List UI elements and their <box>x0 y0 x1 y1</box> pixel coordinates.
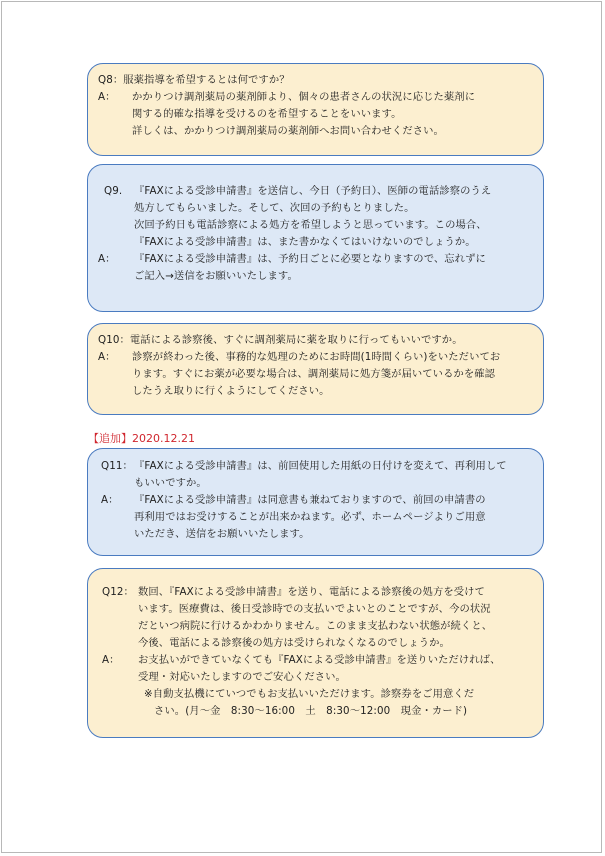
q12-answer-line: 受理・対応いたしますのでご安心ください。 <box>138 671 346 683</box>
q11-answer-line: いただき、送信をお願いいたします。 <box>134 528 310 540</box>
q9-question-label: Q9. <box>104 185 123 197</box>
q9-question <box>104 183 543 251</box>
q8-answer <box>98 89 543 140</box>
q10-question-label: Q10： <box>98 334 130 346</box>
q12-question <box>102 584 543 652</box>
q9-question-line: 次回予約日も電話診察による処方を希望しようと思っています。この場合、 <box>134 219 487 231</box>
q11-answer-line: 『FAXによる受診申請書』は同意書も兼ねておりますので、前回の申請書の <box>134 494 486 506</box>
faq-q11 <box>87 448 544 556</box>
q10-answer <box>98 349 543 400</box>
q10-question <box>98 332 543 349</box>
q9-answer-label: A： <box>98 253 116 265</box>
faq-q8 <box>87 63 544 156</box>
q10-answer-label: A： <box>98 351 116 363</box>
q10-question-text: 電話による診察後、すぐに調剤薬局に薬を取りに行ってもいいですか。 <box>129 334 463 346</box>
q8-question <box>98 72 543 89</box>
q9-answer-line: 『FAXによる受診申請書』は、予約日ごとに必要となりますので、忘れずに <box>134 253 486 265</box>
q11-answer <box>101 492 543 543</box>
faq-q9 <box>87 164 544 312</box>
q10-answer-line: ります。すぐにお薬が必要な場合は、調剤薬局に処方箋が届いているかを確認 <box>132 368 496 380</box>
q12-question-label: Q12： <box>102 586 134 598</box>
q9-question-line: 『FAXによる受診申請書』を送信し、今日（予約日）、医師の電話診察のうえ <box>134 185 492 197</box>
q8-answer-label: A： <box>98 91 116 103</box>
q9-answer-line: ご記入→送信をお願いいたします。 <box>134 270 298 282</box>
faq-q12 <box>87 568 544 738</box>
faq-q10 <box>87 323 544 415</box>
q9-question-line: 処方してもらいました。そして、次回の予約もとりました。 <box>134 202 415 214</box>
q11-question-line: もいいですか。 <box>134 477 207 489</box>
q10-answer-line: したうえ取りに行くようにしてください。 <box>132 385 330 397</box>
q11-question-label: Q11： <box>101 460 133 472</box>
q9-answer <box>98 251 543 285</box>
q12-answer-line: お支払いができていなくても『FAXによる受診申請書』を送りいただければ、 <box>138 654 501 666</box>
q8-question-text: 服薬指導を希望するとは何ですか？ <box>123 74 290 86</box>
q12-question-line: だといつ病院に行けるかわかりません。このまま支払わない状態が続くと、 <box>138 620 493 632</box>
q11-answer-line: 再利用ではお受けすることが出来かねます。必ず、ホームページよりご用意 <box>134 511 486 523</box>
q8-answer-line: 詳しくは、かかりつけ調剤薬局の薬剤師へお問い合わせください。 <box>132 125 444 137</box>
q10-answer-line: 診察が終わった後、事務的な処理のためにお時間(1時間くらい)をいただいてお <box>132 351 501 363</box>
q11-question <box>101 458 543 492</box>
added-label: 【追加】 <box>88 432 132 445</box>
q11-answer-label: A： <box>101 494 119 506</box>
q9-question-line: 『FAXによる受診申請書』は、また書かなくてはいけないのでしょうか。 <box>134 236 476 248</box>
q12-note-line: さい。(月～金 8:30～16:00 土 8:30～12:00 現金・カード) <box>154 705 468 717</box>
q12-question-line: います。医療費は、後日受診時での支払いでよいとのことですが、今の状況 <box>138 603 491 615</box>
q11-question-line: 『FAXによる受診申請書』は、前回使用した用紙の日付けを変えて、再利用して <box>134 460 507 472</box>
q12-answer-label: A： <box>102 654 120 666</box>
q8-answer-line: かかりつけ調剤薬局の薬剤師より、個々の患者さんの状況に応じた薬剤に <box>132 91 476 103</box>
q12-answer <box>102 652 543 720</box>
q12-note-line: ※自動支払機にていつでもお支払いいただけます。診察券をご用意くだ <box>144 688 475 700</box>
added-date-heading <box>88 430 195 446</box>
q8-answer-line: 関する的確な指導を受けるのを希望することをいいます。 <box>132 108 402 120</box>
q12-question-line: 今後、電話による診察後の処方は受けられなくなるのでしょうか。 <box>138 637 450 649</box>
q12-question-line: 数回、『FAXによる受診申請書』を送り、電話による診察後の処方を受けて <box>138 586 485 598</box>
q8-question-label: Q8： <box>98 74 124 86</box>
added-date: 2020.12.21 <box>132 432 195 445</box>
